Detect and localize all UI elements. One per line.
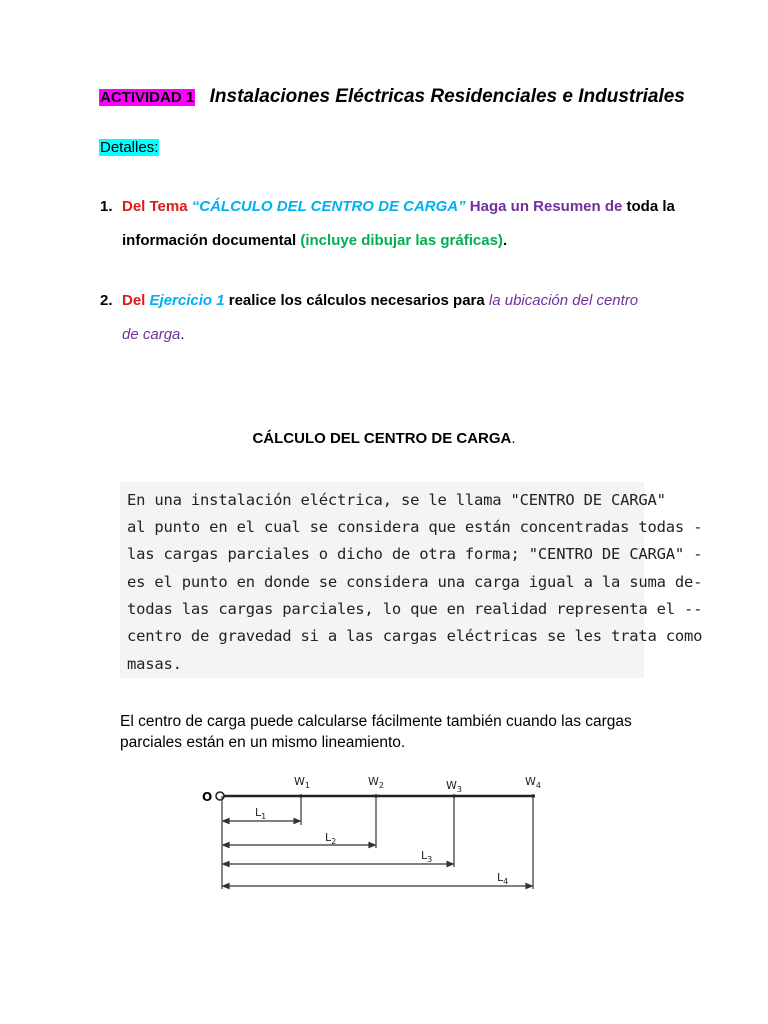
- item-1-topic: “CÁLCULO DEL CENTRO DE CARGA”: [191, 198, 466, 215]
- scan-line: masas.: [127, 655, 182, 673]
- body-paragraph: El centro de carga puede calcularse fácilmente también cuando las cargas parciales están en un mismo lineamiento.: [120, 713, 632, 751]
- arrow-l2: [369, 843, 375, 848]
- arrow-l1: [294, 819, 300, 824]
- label-l4: $L_4$: [497, 871, 509, 886]
- item-1-text: toda la: [622, 198, 675, 215]
- item-1-line-1: [122, 198, 675, 215]
- label-w4: $W_4$: [525, 775, 541, 790]
- item-1-instruction: Haga un Resumen de: [465, 198, 623, 215]
- arrow-l1-start: [223, 819, 229, 824]
- scan-line: En una instalación eléctrica, se le llama "CENTRO DE CARGA": [127, 491, 666, 509]
- item-1-note: (incluye dibujar las gráficas): [300, 232, 503, 249]
- item-1-del-tema: Del Tema: [122, 198, 192, 215]
- details-label: Detalles:: [100, 139, 159, 156]
- item-2-text: realice los cálculos necesarios para: [224, 292, 489, 309]
- label-w3: $W_3$: [446, 779, 462, 794]
- arrow-l2-start: [223, 843, 229, 848]
- arrow-l4: [526, 884, 532, 889]
- section-heading: [0, 430, 768, 447]
- item-2-de-carga: de carga: [122, 326, 181, 343]
- item-2-line-1: [122, 292, 638, 309]
- item-2-del: Del: [122, 292, 150, 309]
- scan-line: al punto en el cual se considera que están concentradas todas -: [127, 518, 703, 536]
- origin-point: [216, 792, 224, 800]
- label-l1: $L_1$: [255, 806, 267, 821]
- label-w2: $W_2$: [368, 775, 384, 790]
- item-2-location: la ubicación del centro: [488, 292, 639, 309]
- activity-label: ACTIVIDAD 1: [100, 89, 195, 106]
- arrow-l4-start: [223, 884, 229, 889]
- document-title: Instalaciones Eléctricas Residenciales e Industriales: [209, 86, 685, 107]
- item-2-exercise: Ejercicio 1: [149, 292, 225, 309]
- title-row: [99, 86, 685, 108]
- arrow-l3: [447, 862, 453, 867]
- item-1-line-2: [122, 232, 507, 249]
- origin-label: O: [202, 790, 213, 804]
- scan-line: todas las cargas parciales, lo que en realidad representa el --: [127, 600, 703, 618]
- label-w1: $W_1$: [294, 775, 310, 790]
- scan-line: es el punto en donde se considera una carga igual a la suma de-: [127, 573, 703, 591]
- label-l2: $L_2$: [325, 831, 337, 846]
- item-1-period: .: [502, 232, 508, 249]
- scan-line: las cargas parciales o dicho de otra forma; "CENTRO DE CARGA" -: [127, 545, 703, 563]
- item-2-line-2: [122, 326, 185, 343]
- item-2-period: .: [180, 326, 185, 343]
- label-l3: $L_3$: [421, 849, 433, 864]
- item-2-number: 2.: [100, 292, 113, 309]
- item-1-text-2: información documental: [122, 232, 301, 249]
- scan-line: centro de gravedad si a las cargas eléctricas se les trata como: [127, 627, 703, 645]
- section-heading-text: CÁLCULO DEL CENTRO DE CARGA: [252, 430, 512, 447]
- load-diagram: [195, 765, 555, 895]
- arrow-l3-start: [223, 862, 229, 867]
- section-heading-dot: .: [511, 430, 516, 447]
- item-1-number: 1.: [100, 198, 113, 215]
